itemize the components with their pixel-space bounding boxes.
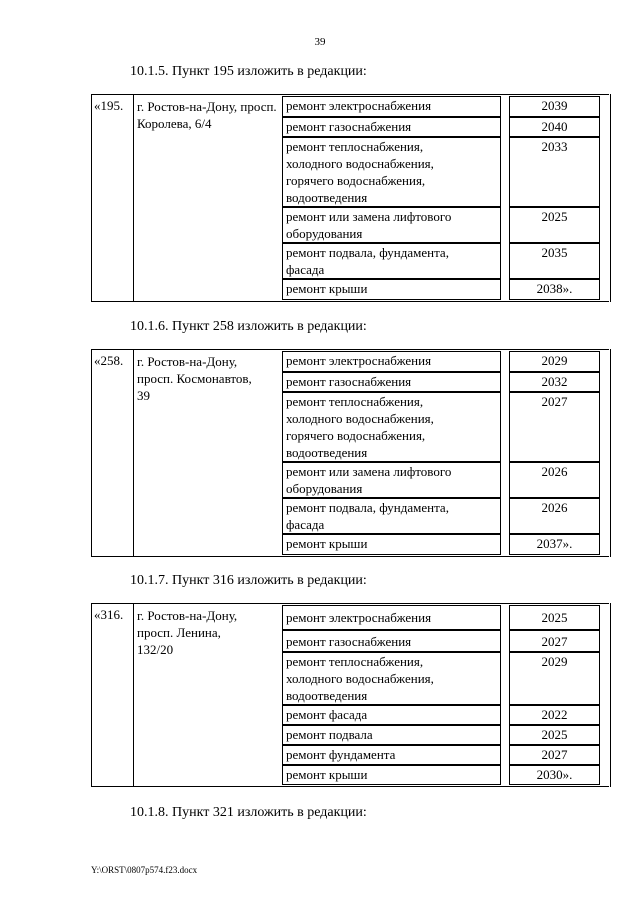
service-year: 2033 (509, 137, 600, 207)
service-name: ремонт теплоснабжения, холодного водоснабжения, горячего водоснабжения, водоотведения (282, 392, 501, 462)
section-heading-316: 10.1.7. Пункт 316 изложить в редакции: (130, 573, 367, 588)
table-row (91, 372, 609, 392)
item-number: «316. (94, 607, 124, 622)
item-address: г. Ростов-на-Дону, просп. Ленина, 132/20 (137, 608, 238, 657)
service-year: 2037». (509, 534, 600, 555)
service-name: ремонт или замена лифтового оборудования (282, 207, 501, 243)
service-name: ремонт крыши (282, 279, 501, 300)
table-row (91, 279, 609, 300)
table-row (91, 630, 609, 652)
section-heading-195: 10.1.5. Пункт 195 изложить в редакции: (130, 64, 367, 79)
service-name: ремонт подвала, фундамента, фасада (282, 243, 501, 279)
service-name: ремонт теплоснабжения, холодного водоснабжения, водоотведения (282, 652, 501, 705)
service-year: 2040 (509, 117, 600, 137)
service-year: 2026 (509, 498, 600, 534)
amendment-table-316 (91, 603, 609, 787)
table-row (91, 652, 609, 705)
item-number: «195. (94, 98, 124, 113)
service-name: ремонт электроснабжения (282, 96, 501, 117)
table-row (91, 462, 609, 498)
item-address: г. Ростов-на-Дону, просп. Космонавтов, 39 (137, 354, 252, 403)
service-year: 2035 (509, 243, 600, 279)
table-row (91, 725, 609, 745)
table-row (91, 705, 609, 725)
service-year: 2025 (509, 725, 600, 745)
table-row (91, 137, 609, 207)
footer-file-path: Y:\ORST\0807p574.f23.docx (91, 865, 198, 875)
table-row (91, 392, 609, 462)
service-name: ремонт крыши (282, 765, 501, 785)
service-year: 2026 (509, 462, 600, 498)
service-name: ремонт теплоснабжения, холодного водоснабжения, горячего водоснабжения, водоотведения (282, 137, 501, 207)
service-year: 2038». (509, 279, 600, 300)
service-year: 2029 (509, 652, 600, 705)
service-year: 2027 (509, 630, 600, 652)
section-heading-321: 10.1.8. Пункт 321 изложить в редакции: (130, 805, 367, 820)
table-row (91, 534, 609, 555)
item-address: г. Ростов-на-Дону, просп. Королева, 6/4 (137, 99, 277, 131)
service-name: ремонт фундамента (282, 745, 501, 765)
service-year: 2029 (509, 351, 600, 372)
service-year: 2032 (509, 372, 600, 392)
service-name: ремонт подвала (282, 725, 501, 745)
amendment-table-195 (91, 94, 609, 302)
service-year: 2027 (509, 745, 600, 765)
table-row (91, 351, 609, 372)
table-row (91, 96, 609, 117)
service-year: 2027 (509, 392, 600, 462)
table-row (91, 207, 609, 243)
table-row (91, 765, 609, 785)
table-row (91, 243, 609, 279)
section-heading-258: 10.1.6. Пункт 258 изложить в редакции: (130, 319, 367, 334)
service-name: ремонт или замена лифтового оборудования (282, 462, 501, 498)
service-name: ремонт электроснабжения (282, 351, 501, 372)
table-row (91, 117, 609, 137)
service-name: ремонт электроснабжения (282, 605, 501, 630)
service-year: 2030». (509, 765, 600, 785)
item-number: «258. (94, 353, 124, 368)
amendment-table-258 (91, 349, 609, 557)
service-name: ремонт фасада (282, 705, 501, 725)
service-year: 2039 (509, 96, 600, 117)
table-row (91, 605, 609, 630)
service-name: ремонт газоснабжения (282, 630, 501, 652)
table-row (91, 498, 609, 534)
service-name: ремонт газоснабжения (282, 117, 501, 137)
service-name: ремонт газоснабжения (282, 372, 501, 392)
service-name: ремонт крыши (282, 534, 501, 555)
page-number: 39 (314, 36, 326, 48)
service-year: 2025 (509, 605, 600, 630)
service-year: 2025 (509, 207, 600, 243)
service-year: 2022 (509, 705, 600, 725)
table-row (91, 745, 609, 765)
service-name: ремонт подвала, фундамента, фасада (282, 498, 501, 534)
